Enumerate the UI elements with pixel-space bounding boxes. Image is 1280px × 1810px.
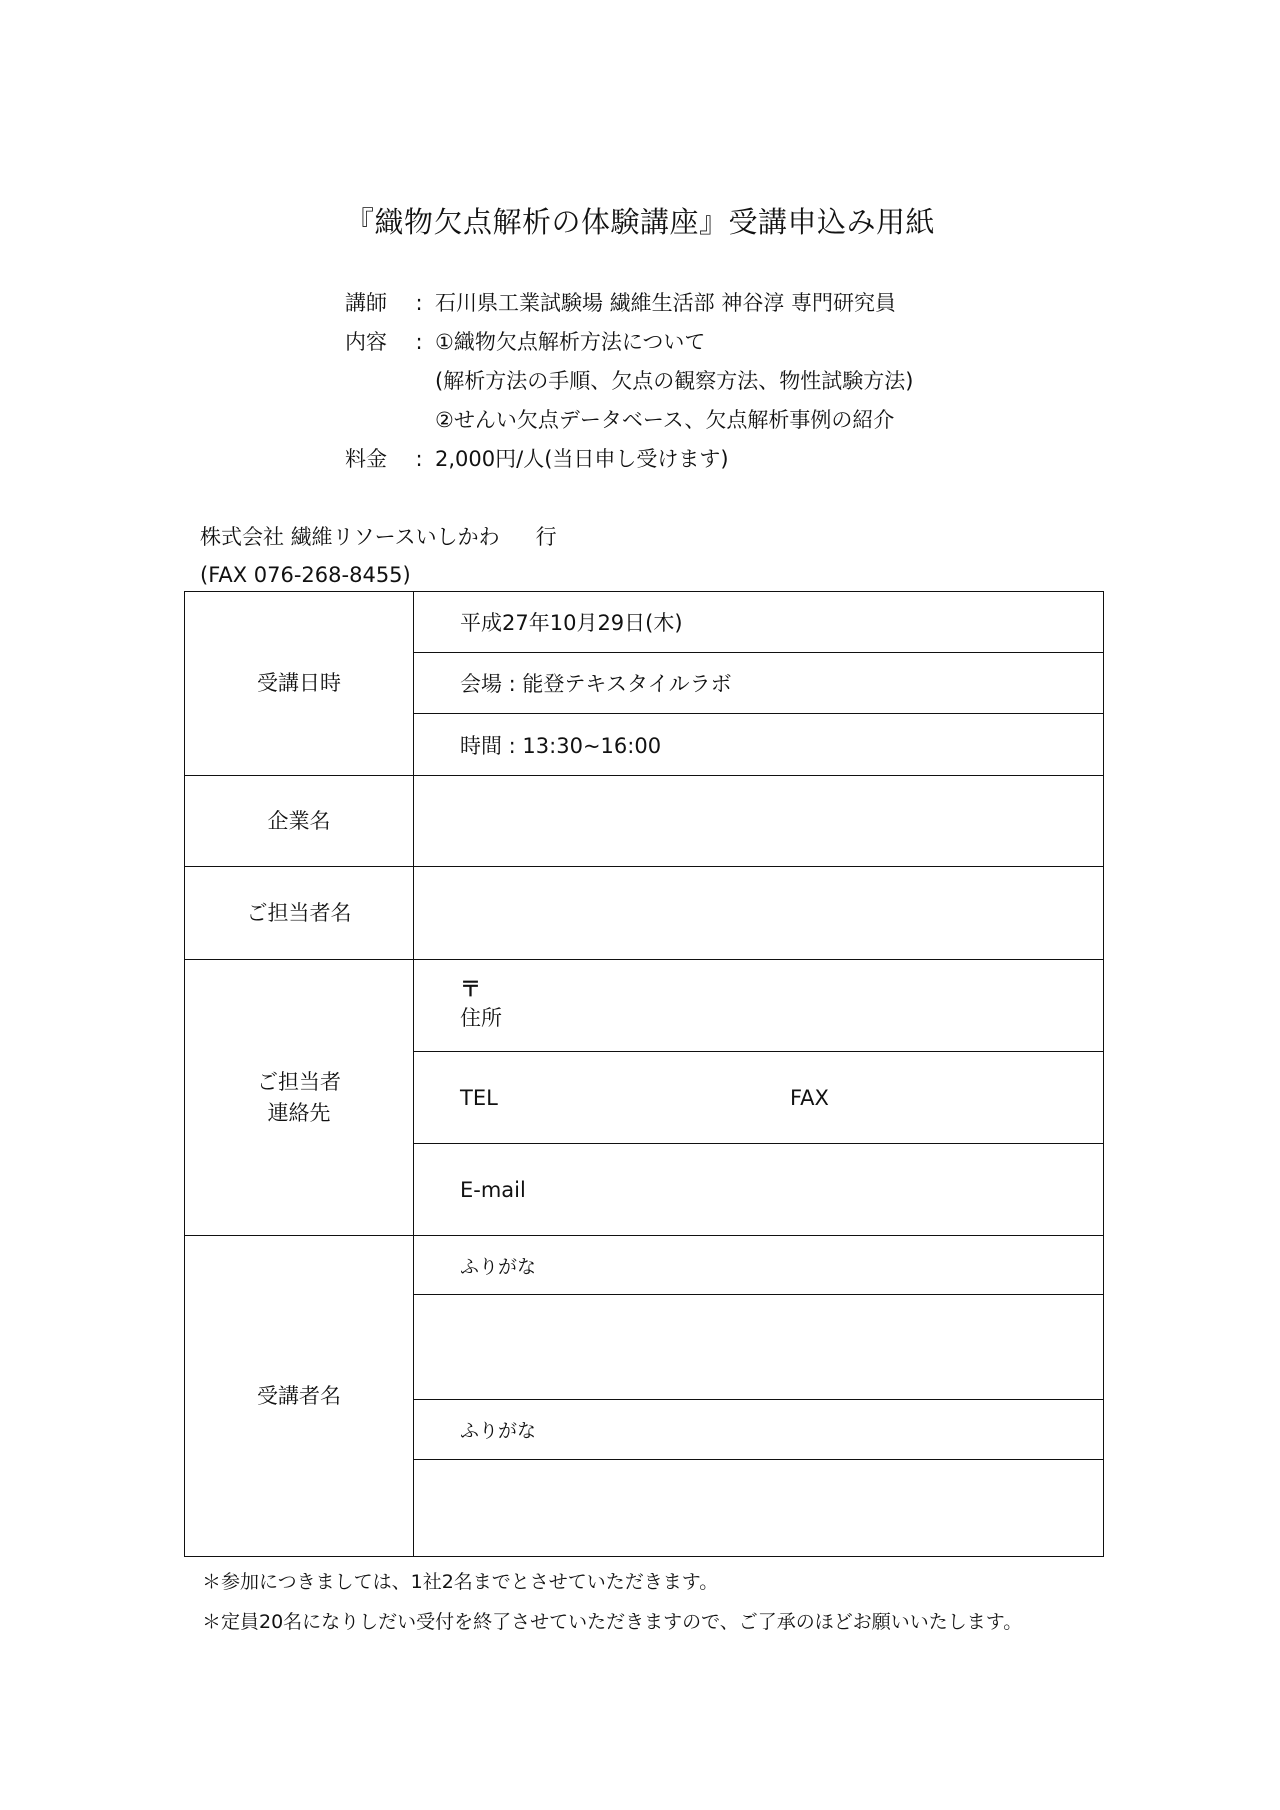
addressee-company: 株式会社 繊維リソースいしかわ	[200, 525, 500, 549]
content-row	[345, 323, 913, 362]
addressee	[200, 518, 557, 594]
application-form	[184, 591, 1104, 1557]
note-1: ＊参加につきましては、1社2名までとさせていただきます。	[202, 1571, 719, 1593]
instructor-label: 講師	[345, 291, 387, 315]
colon: :	[415, 330, 423, 354]
fax-label: FAX	[790, 1085, 829, 1110]
company-label: 企業名	[185, 776, 414, 867]
addressee-suffix: 行	[535, 525, 557, 549]
content-label: 内容	[345, 330, 387, 354]
addressee-fax: (FAX 076-268-8455)	[200, 563, 411, 587]
furigana-label-2: ふりがな	[460, 1420, 537, 1442]
colon: :	[415, 447, 423, 471]
datetime-label: 受講日時	[185, 592, 414, 776]
note-2: ＊定員20名になりしだい受付を終了させていただきますので、ご了承のほどお願いいたします。	[202, 1611, 1023, 1633]
time-value: 時間 : 13:30~16:00	[414, 714, 1104, 776]
addressee-line	[200, 518, 557, 556]
date-value: 平成27年10月29日(木)	[414, 592, 1104, 653]
phone-fax-field[interactable]	[414, 1052, 1104, 1144]
attendee-label: 受講者名	[185, 1236, 414, 1557]
notes	[202, 1562, 1022, 1642]
tel-label: TEL	[460, 1085, 498, 1110]
venue-value: 会場 : 能登テキスタイルラボ	[414, 653, 1104, 714]
course-info	[345, 284, 913, 479]
contact-info-label-2: 連絡先	[267, 1100, 331, 1125]
contact-info-label-1: ご担当者	[257, 1070, 341, 1095]
postal-mark: 〒	[460, 977, 481, 1001]
attendee-furigana-2[interactable]	[414, 1400, 1104, 1460]
attendee-name-1[interactable]	[414, 1295, 1104, 1400]
content-line-2: (解析方法の手順、欠点の観察方法、物性試験方法)	[435, 369, 914, 393]
fee-row	[345, 440, 913, 479]
contact-name-label: ご担当者名	[185, 867, 414, 960]
page-title: 『織物欠点解析の体験講座』受講申込み用紙	[344, 205, 935, 239]
instructor-row	[345, 284, 913, 323]
address-field[interactable]	[414, 960, 1104, 1052]
colon: :	[415, 291, 423, 315]
address-label: 住所	[460, 1006, 502, 1030]
fee-value: 2,000円/人(当日申し受けます)	[435, 447, 729, 471]
contact-name-field[interactable]	[414, 867, 1104, 960]
content-line-3: ②せんい欠点データベース、欠点解析事例の紹介	[435, 408, 895, 432]
attendee-name-2[interactable]	[414, 1460, 1104, 1557]
contact-info-label	[185, 960, 414, 1236]
content-line-1: ①織物欠点解析方法について	[435, 330, 706, 354]
email-label: E-mail	[460, 1177, 526, 1202]
company-field[interactable]	[414, 776, 1104, 867]
email-field[interactable]	[414, 1144, 1104, 1236]
fee-label: 料金	[345, 447, 387, 471]
furigana-label-1: ふりがな	[460, 1255, 537, 1278]
instructor-value: 石川県工業試験場 繊維生活部 神谷淳 専門研究員	[435, 291, 897, 315]
attendee-furigana-1[interactable]	[414, 1236, 1104, 1295]
